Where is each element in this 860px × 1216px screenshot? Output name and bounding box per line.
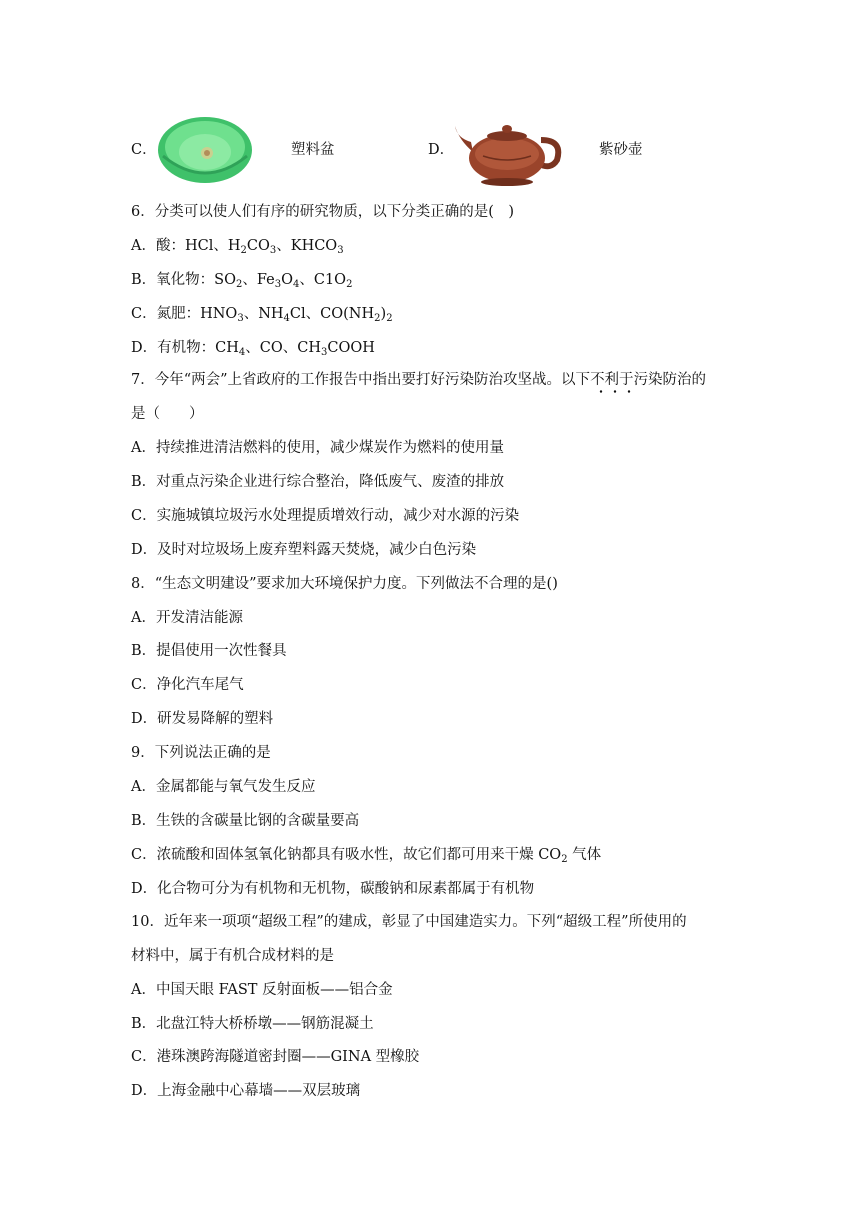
q9-option-a: A．金属都能与氧气发生反应: [131, 779, 316, 795]
q9-option-b: B．生铁的含碳量比钢的含碳量要高: [131, 813, 360, 829]
q8-option-d: D．研发易降解的塑料: [131, 711, 274, 727]
q7-stem: 7．今年“两会”上省政府的工作报告中指出要打好污染防治攻坚战。以下不利于污染防治的: [131, 372, 707, 388]
q10-option-d: D．上海金融中心幕墙——双层玻璃: [131, 1083, 361, 1099]
q7-option-b: B．对重点污染企业进行综合整治，降低废气、废渣的排放: [131, 474, 505, 490]
q8-stem: 8．“生态文明建设”要求加大环境保护力度。下列做法不合理的是(): [131, 576, 558, 592]
q9-stem: 9．下列说法正确的是: [131, 745, 271, 761]
q6-option-a: A．酸：HCl、$H_2CO_3$、$KHCO_3$: [131, 238, 344, 256]
q5-option-c-label: 塑料盆: [291, 142, 335, 158]
plastic-basin-image: [155, 110, 255, 188]
q9-option-d: D．化合物可分为有机物和无机物，碳酸钠和尿素都属于有机物: [131, 881, 535, 897]
q6-option-b: B．氧化物：$SO_2$、$Fe_3O_4$、$C1O_2$: [131, 272, 353, 290]
q8-option-b: B．提倡使用一次性餐具: [131, 643, 287, 659]
q7-option-d: D．及时对垃圾场上废弃塑料露天焚烧，减少白色污染: [131, 542, 477, 558]
q7-option-a: A．持续推进清洁燃料的使用，减少煤炭作为燃料的使用量: [131, 440, 504, 456]
q8-option-c: C．净化汽车尾气: [131, 677, 244, 693]
clay-teapot-image: [453, 112, 563, 188]
q8-option-a: A．开发清洁能源: [131, 610, 243, 626]
q7-option-c: C．实施城镇垃圾污水处理提质增效行动，减少对水源的污染: [131, 508, 520, 524]
q10-option-a: A．中国天眼 FAST 反射面板——铝合金: [131, 982, 393, 998]
q5-option-d-letter: D．: [428, 142, 455, 158]
q10-option-b: B．北盘江特大桥桥墩——钢筋混凝土: [131, 1016, 374, 1032]
q10-stem-line2: 材料中，属于有机合成材料的是: [131, 948, 334, 964]
q5-option-c-letter: C．: [131, 142, 157, 158]
q10-stem: 10．近年来一项项“超级工程”的建成，彰显了中国建造实力。下列“超级工程”所使用的: [131, 914, 687, 930]
q6-stem: 6．分类可以使人们有序的研究物质，以下分类正确的是( ): [131, 204, 515, 220]
q10-option-c: C．港珠澳跨海隧道密封圈——GINA 型橡胶: [131, 1049, 420, 1065]
q6-option-d: D．有机物：$CH_4$、CO、$CH_3COOH$: [131, 340, 375, 358]
q7-emphasis: 不利于: [590, 372, 634, 388]
q9-option-c: C．浓硫酸和固体氢氧化钠都具有吸水性，故它们都可用来干燥 $CO_2$ 气体: [131, 847, 602, 865]
q6-option-c: C．氮肥：$HNO_3$、$NH_4Cl$、$CO(NH_2)_2$: [131, 306, 393, 324]
q7-stem-line2: 是（ ）: [131, 406, 204, 422]
q5-option-d-label: 紫砂壶: [599, 142, 643, 158]
